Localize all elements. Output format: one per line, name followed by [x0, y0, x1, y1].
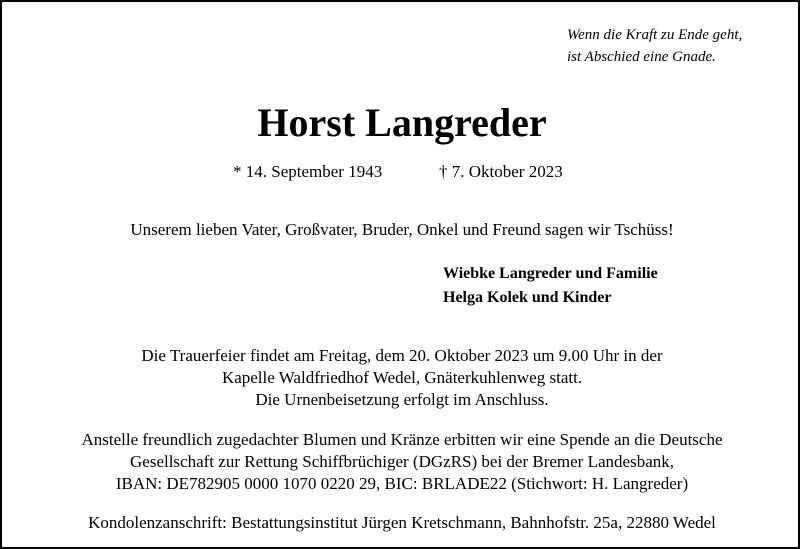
motto-line-1: Wenn die Kraft zu Ende geht, — [567, 27, 743, 43]
condolence-address: Kondolenzanschrift: Bestattungsinstitut Jürgen Kretschmann, Bahnhofstr. 25a, 22880 Wedel — [88, 513, 716, 532]
ceremony-line: Kapelle Waldfriedhof Wedel, Gnäterkuhlenweg statt. — [221, 368, 583, 387]
mourners-list — [443, 262, 658, 310]
motto-line-2: ist Abschied eine Gnade. — [567, 49, 716, 65]
death-date: † 7. Oktober 2023 — [439, 162, 563, 181]
deceased-name: Horst Langreder — [257, 100, 547, 145]
farewell-message: Unserem lieben Vater, Großvater, Bruder, Onkel und Freund sagen wir Tschüss! — [130, 220, 674, 239]
life-dates — [2, 160, 800, 184]
mourner-name: Helga Kolek und Kinder — [443, 289, 612, 306]
donation-request — [2, 429, 800, 495]
ceremony-line: Die Trauerfeier findet am Freitag, dem 20. Oktober 2023 um 9.00 Uhr in der — [141, 346, 663, 365]
motto-quote — [567, 24, 792, 68]
ceremony-line: Die Urnenbeisetzung erfolgt im Anschluss. — [255, 390, 549, 409]
birth-date: * 14. September 1943 — [233, 162, 383, 181]
donation-line: Gesellschaft zur Rettung Schiffbrüchiger (DGzRS) bei der Bremer Landesbank, — [130, 452, 674, 471]
ceremony-info — [2, 345, 800, 411]
donation-line: Anstelle freundlich zugedachter Blumen und Kränze erbitten wir eine Spende an die Deutsche — [81, 430, 723, 449]
donation-bank-details: IBAN: DE782905 0000 1070 0220 29, BIC: BRLADE22 (Stichwort: H. Langreder) — [115, 474, 689, 493]
mourner-name: Wiebke Langreder und Familie — [443, 265, 658, 282]
